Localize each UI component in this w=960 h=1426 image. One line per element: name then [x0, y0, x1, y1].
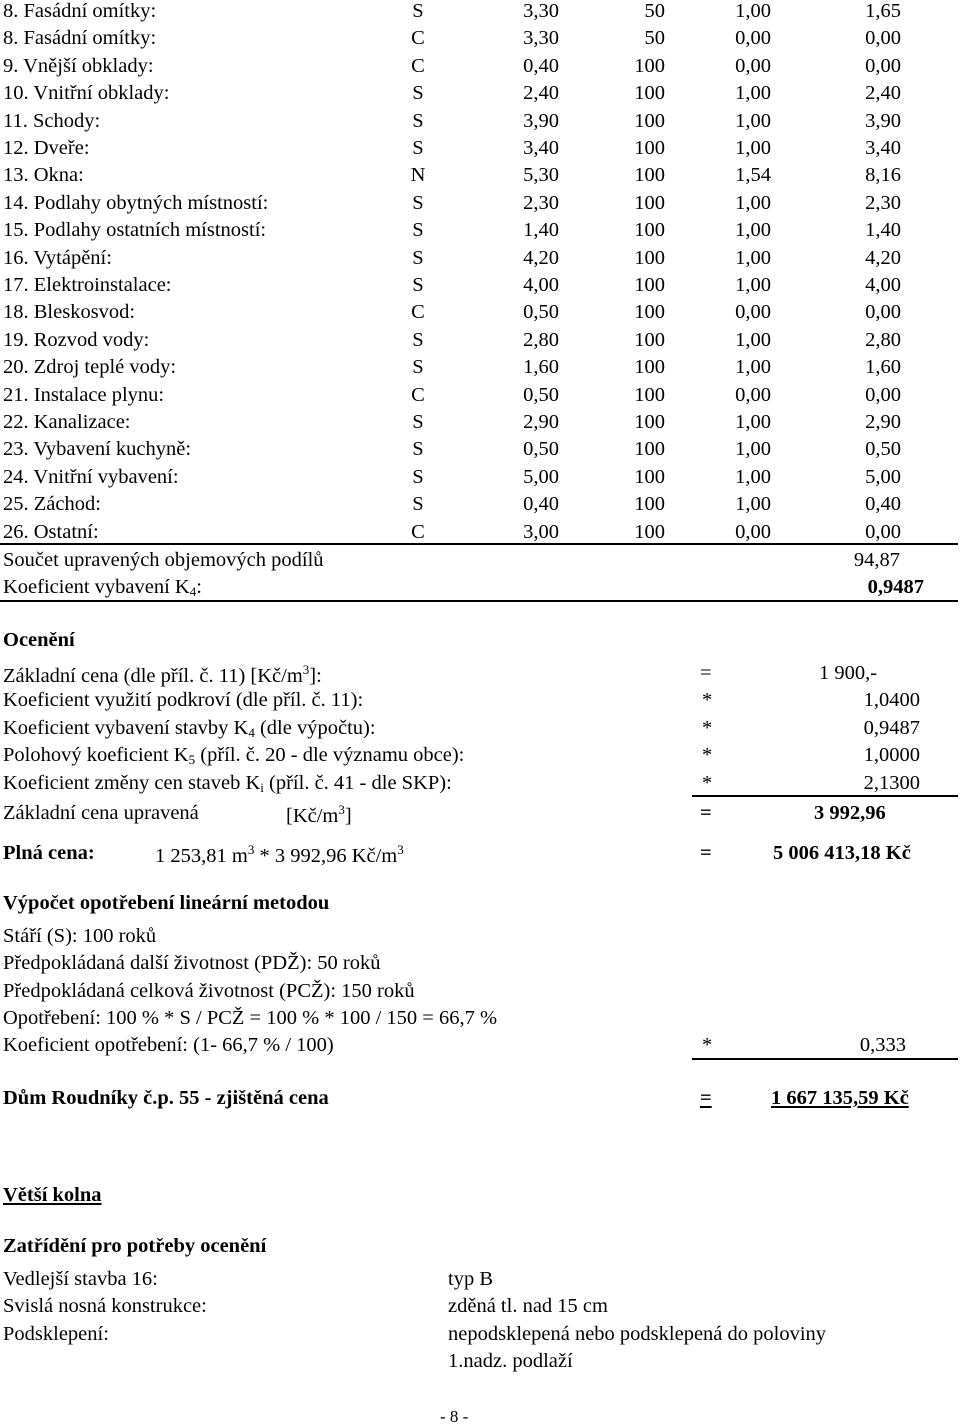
row-adjusted: 0,00 [865, 27, 901, 50]
row-share: 3,30 [523, 27, 559, 50]
row-coefficient: 0,00 [735, 520, 771, 543]
row-share: 5,30 [523, 164, 559, 187]
row-name: 19. Rozvod vody: [3, 328, 150, 351]
row-name: 23. Vybavení kuchyně: [3, 438, 192, 461]
row-percent: 100 [634, 274, 665, 296]
wear-coef-op: * [702, 1034, 713, 1056]
k4-label: Koeficient vybavení $K_4$: [3, 576, 202, 599]
row-coefficient: 1,00 [735, 109, 771, 132]
remaining-life-line: Předpokládaná další životnost (PDŽ): 50 roků [3, 952, 381, 974]
row-adjusted: 8,16 [865, 164, 901, 187]
row-coefficient: 1,00 [735, 356, 771, 379]
sum-label: Součet upravených objemových podílů [3, 549, 324, 571]
adjusted-value: 3 992,96 [814, 802, 886, 824]
row-name: 11. Schody: [3, 109, 101, 132]
row-coefficient: 1,00 [735, 191, 771, 214]
table-rule-bottom [0, 600, 958, 602]
adjusted-unit: $[Kč/m^3]$ [286, 802, 352, 827]
row-percent: 50 [644, 27, 665, 50]
row-coefficient: 1,54 [735, 164, 771, 187]
row-share: 3,40 [523, 137, 559, 159]
row-share: 0,50 [523, 383, 559, 406]
row-percent: 100 [634, 465, 665, 488]
row-percent: 100 [634, 356, 665, 379]
row-percent: 100 [634, 137, 665, 159]
row-share: 3,00 [523, 520, 559, 543]
row-percent: 100 [634, 438, 665, 461]
row-name: 8. Fasádní omítky: [3, 0, 157, 22]
row-name: 25. Záchod: [3, 493, 101, 516]
row-share: 4,00 [523, 274, 559, 296]
row-category: S [412, 109, 424, 132]
row-percent: 100 [634, 82, 665, 105]
k4-coef-label: Koeficient vybavení stavby $K_4$ (dle výpočtu): [3, 717, 376, 740]
row-coefficient: 1,00 [735, 411, 771, 433]
row-share: 0,50 [523, 301, 559, 324]
row-name: 8. Fasádní omítky: [3, 27, 157, 50]
full-price-op: = [700, 842, 712, 864]
row-percent: 100 [634, 219, 665, 242]
row-category: S [412, 274, 424, 296]
row-category: S [412, 465, 424, 488]
row-percent: 100 [634, 109, 665, 132]
row-adjusted: 3,40 [865, 137, 901, 159]
row-category: C [411, 54, 425, 77]
row-share: 1,60 [523, 356, 559, 379]
row-name: 24. Vnitřní vybavení: [3, 465, 179, 488]
classification-value: typ B [448, 1268, 493, 1290]
row-percent: 50 [644, 0, 665, 22]
page-number: - 8 - [440, 1407, 469, 1426]
row-name: 9. Vnější obklady: [3, 54, 154, 77]
row-percent: 100 [634, 493, 665, 516]
row-share: 2,30 [523, 191, 559, 214]
full-price-calc: 1 253,81 $m^3 * 3$ 992,96 $Kč/m^3$ [155, 842, 404, 867]
row-percent: 100 [634, 520, 665, 543]
table-rule-top [0, 543, 958, 545]
row-share: 0,40 [523, 493, 559, 516]
wear-rule [692, 1058, 958, 1060]
row-share: 3,30 [523, 0, 559, 22]
row-coefficient: 1,00 [735, 438, 771, 461]
classification-heading: Zatřídění pro potřeby ocenění [3, 1235, 267, 1257]
row-category: C [411, 27, 425, 50]
row-adjusted: 5,00 [865, 465, 901, 488]
row-name: 13. Okna: [3, 164, 84, 187]
depreciation-heading: Výpočet opotřebení lineární metodou [3, 892, 330, 914]
row-share: 1,40 [523, 219, 559, 242]
row-category: S [412, 411, 424, 433]
row-percent: 100 [634, 383, 665, 406]
row-adjusted: 2,80 [865, 328, 901, 351]
row-category: S [412, 0, 424, 22]
result-value: 1 667 135,59 Kč [771, 1087, 909, 1109]
row-percent: 100 [634, 328, 665, 351]
full-price-value: 5 006 413,18 Kč [773, 842, 911, 864]
k5-op: * [702, 744, 713, 766]
row-adjusted: 1,60 [865, 356, 901, 379]
adjusted-op: = [700, 802, 712, 824]
row-name: 15. Podlahy ostatních místností: [3, 219, 267, 242]
row-coefficient: 0,00 [735, 54, 771, 77]
row-share: 2,90 [523, 411, 559, 433]
row-adjusted: 0,00 [865, 520, 901, 543]
row-coefficient: 1,00 [735, 328, 771, 351]
row-adjusted: 0,00 [865, 301, 901, 324]
k4-value: 0,9487 [867, 576, 924, 598]
row-share: 3,90 [523, 109, 559, 132]
k5-label: Polohový koeficient $K_5$ (příl. č. 20 - dle významu obce): [3, 744, 465, 767]
row-name: 12. Dveře: [3, 137, 90, 159]
adjusted-label: Základní cena upravená [3, 802, 199, 824]
base-price-label: Základní cena (dle příl. č. 11) $[Kč/m^3]$: [3, 662, 322, 687]
classification-value: nepodsklepená nebo podsklepená do poloviny [448, 1322, 827, 1345]
row-percent: 100 [634, 301, 665, 324]
attic-op: * [702, 689, 713, 711]
row-name: 26. Ostatní: [3, 520, 99, 543]
classification-label: Podsklepení: [3, 1322, 109, 1345]
ki-op: * [702, 772, 713, 794]
ki-value: 2,1300 [863, 772, 920, 794]
row-adjusted: 2,30 [865, 191, 901, 214]
row-category: S [412, 137, 424, 159]
row-category: S [412, 356, 424, 379]
wear-coef-label: Koeficient opotřebení: (1- 66,7 % / 100) [3, 1034, 334, 1056]
row-category: S [412, 246, 424, 269]
row-coefficient: 1,00 [735, 274, 771, 296]
adjusted-rule [692, 795, 958, 797]
continuation-text: 1.nadz. podlaží [448, 1350, 573, 1372]
row-share: 2,80 [523, 328, 559, 351]
row-coefficient: 1,00 [735, 493, 771, 516]
base-price-op: = [700, 662, 712, 684]
row-name: 18. Bleskosvod: [3, 301, 136, 324]
row-coefficient: 1,00 [735, 465, 771, 488]
row-name: 22. Kanalizace: [3, 411, 131, 433]
wear-coef-value: 0,333 [859, 1034, 906, 1056]
attic-value: 1,0400 [863, 689, 920, 711]
row-coefficient: 0,00 [735, 27, 771, 50]
row-share: 5,00 [523, 465, 559, 488]
row-share: 0,40 [523, 54, 559, 77]
classification-value: zděná tl. nad 15 cm [448, 1295, 608, 1318]
row-name: 21. Instalace plynu: [3, 383, 165, 406]
row-coefficient: 1,00 [735, 0, 771, 22]
row-adjusted: 4,00 [865, 274, 901, 296]
row-category: N [410, 164, 426, 187]
row-name: 17. Elektroinstalace: [3, 274, 172, 296]
row-coefficient: 1,00 [735, 137, 771, 159]
k4-coef-op: * [702, 717, 713, 739]
attic-label: Koeficient využití podkroví (dle příl. č. 11): [3, 689, 364, 711]
row-share: 4,20 [523, 246, 559, 269]
ki-label: Koeficient změny cen staveb $K_i$ (příl. č. 41 - dle SKP): [3, 772, 452, 795]
full-price-label: Plná cena: [3, 842, 95, 864]
row-category: S [412, 82, 424, 105]
k4-coef-value: 0,9487 [863, 717, 920, 739]
row-percent: 100 [634, 164, 665, 187]
row-name: 14. Podlahy obytných místností: [3, 191, 269, 214]
row-adjusted: 3,90 [865, 109, 901, 132]
row-adjusted: 0,00 [865, 54, 901, 77]
row-coefficient: 1,00 [735, 246, 771, 269]
row-percent: 100 [634, 246, 665, 269]
row-adjusted: 0,50 [865, 438, 901, 461]
classification-label: Vedlejší stavba 16: [3, 1268, 158, 1290]
row-adjusted: 1,40 [865, 219, 901, 242]
row-category: S [412, 328, 424, 351]
row-name: 16. Vytápění: [3, 246, 112, 269]
k5-value: 1,0000 [863, 744, 920, 766]
shed-title: Větší kolna [3, 1184, 102, 1206]
row-category: C [411, 383, 425, 406]
sum-value: 94,87 [853, 549, 900, 571]
base-price-value: 1 900,- [818, 662, 878, 684]
classification-label: Svislá nosná konstrukce: [3, 1295, 207, 1318]
row-category: S [412, 438, 424, 461]
row-category: S [412, 191, 424, 214]
row-percent: 100 [634, 411, 665, 433]
row-category: C [411, 520, 425, 543]
result-op: = [700, 1087, 712, 1109]
row-coefficient: 0,00 [735, 301, 771, 324]
row-percent: 100 [634, 191, 665, 214]
row-adjusted: 0,00 [865, 383, 901, 406]
row-category: C [411, 301, 425, 324]
row-category: S [412, 493, 424, 516]
row-share: 2,40 [523, 82, 559, 105]
row-adjusted: 0,40 [865, 493, 901, 516]
row-adjusted: 2,90 [865, 411, 901, 433]
result-label: Dům Roudníky č.p. 55 - zjištěná cena [3, 1087, 329, 1109]
row-adjusted: 2,40 [865, 82, 901, 105]
row-share: 0,50 [523, 438, 559, 461]
valuation-heading: Ocenění [3, 629, 75, 651]
wear-line: Opotřebení: 100 % * S / PCŽ = 100 % * 100 / 150 = 66,7 % [3, 1007, 498, 1029]
row-percent: 100 [634, 54, 665, 77]
row-name: 10. Vnitřní obklady: [3, 82, 170, 105]
row-name: 20. Zdroj teplé vody: [3, 356, 177, 379]
row-coefficient: 0,00 [735, 383, 771, 406]
row-adjusted: 1,65 [865, 0, 901, 22]
row-coefficient: 1,00 [735, 82, 771, 105]
total-life-line: Předpokládaná celková životnost (PCŽ): 150 roků [3, 980, 415, 1002]
age-line: Stáří (S): 100 roků [3, 925, 157, 947]
row-category: S [412, 219, 424, 242]
row-adjusted: 4,20 [865, 246, 901, 269]
row-coefficient: 1,00 [735, 219, 771, 242]
